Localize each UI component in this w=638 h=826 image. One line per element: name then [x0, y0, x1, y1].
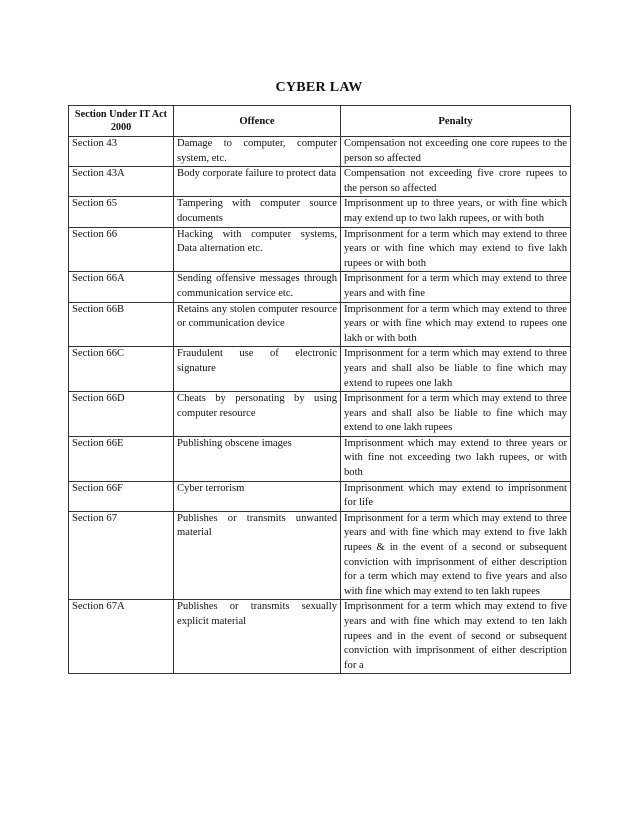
offence-cell: Cyber terrorism [174, 481, 341, 511]
section-cell: Section 66D [69, 392, 174, 437]
offence-cell: Sending offensive messages through communication service etc. [174, 272, 341, 302]
table-header [69, 106, 571, 137]
header-row [69, 106, 571, 137]
offence-cell: Hacking with computer systems, Data alternation etc. [174, 227, 341, 272]
section-cell: Section 66A [69, 272, 174, 302]
table-row [69, 227, 571, 272]
header-penalty: Penalty [341, 106, 571, 137]
penalty-cell: Imprisonment for a term which may extend to three years or with fine which may extend to rupees one lakh or with both [341, 302, 571, 347]
table-row [69, 481, 571, 511]
section-cell: Section 66F [69, 481, 174, 511]
cyber-law-table [68, 105, 571, 674]
offence-cell: Body corporate failure to protect data [174, 167, 341, 197]
penalty-cell: Compensation not exceeding five crore rupees to the person so affected [341, 167, 571, 197]
table-row [69, 272, 571, 302]
penalty-cell: Compensation not exceeding one core rupees to the person so affected [341, 137, 571, 167]
table-row [69, 302, 571, 347]
table-row [69, 392, 571, 437]
table-body [69, 137, 571, 674]
penalty-cell: Imprisonment which may extend to three years or with fine not exceeding two lakh rupees, or with both [341, 436, 571, 481]
penalty-cell: Imprisonment for a term which may extend to three years or with fine which may extend to five lakh rupees or with both [341, 227, 571, 272]
offence-cell: Publishes or transmits unwanted material [174, 511, 341, 600]
offence-cell: Cheats by personating by using computer resource [174, 392, 341, 437]
table-row [69, 167, 571, 197]
section-cell: Section 66B [69, 302, 174, 347]
penalty-cell: Imprisonment for a term which may extend to three years and with fine [341, 272, 571, 302]
penalty-cell: Imprisonment which may extend to imprisonment for life [341, 481, 571, 511]
section-cell: Section 43A [69, 167, 174, 197]
table-row [69, 347, 571, 392]
table-row [69, 436, 571, 481]
table-row [69, 600, 571, 674]
header-offence: Offence [174, 106, 341, 137]
document-title: CYBER LAW [275, 80, 363, 95]
penalty-cell: Imprisonment for a term which may extend to three years and with fine which may extend to five lakh rupees & in the event of a second or subsequent conviction with imprisonment of either description for a term which may extend to five years and also with fine which may extend to ten lakh rupees [341, 511, 571, 600]
penalty-cell: Imprisonment up to three years, or with fine which may extend up to two lakh rupees, or with both [341, 197, 571, 227]
penalty-cell: Imprisonment for a term which may extend to five years and with fine which may extend to ten lakh rupees and in the event of second or subsequent conviction with imprisonment of either description for a [341, 600, 571, 674]
offence-cell: Publishes or transmits sexually explicit material [174, 600, 341, 674]
section-cell: Section 66 [69, 227, 174, 272]
section-cell: Section 67 [69, 511, 174, 600]
offence-cell: Tampering with computer source documents [174, 197, 341, 227]
offence-cell: Retains any stolen computer resource or communication device [174, 302, 341, 347]
table-row [69, 197, 571, 227]
section-cell: Section 43 [69, 137, 174, 167]
table-row [69, 137, 571, 167]
section-cell: Section 66C [69, 347, 174, 392]
penalty-cell: Imprisonment for a term which may extend to three years and shall also be liable to fine which may extend to rupees one lakh [341, 347, 571, 392]
section-cell: Section 65 [69, 197, 174, 227]
offence-cell: Publishing obscene images [174, 436, 341, 481]
table-row [69, 511, 571, 600]
header-section: Section Under IT Act 2000 [69, 106, 174, 137]
penalty-cell: Imprisonment for a term which may extend to three years and shall also be liable to fine which may extend to one lakh rupees [341, 392, 571, 437]
offence-cell: Damage to computer, computer system, etc. [174, 137, 341, 167]
section-cell: Section 67A [69, 600, 174, 674]
section-cell: Section 66E [69, 436, 174, 481]
offence-cell: Fraudulent use of electronic signature [174, 347, 341, 392]
